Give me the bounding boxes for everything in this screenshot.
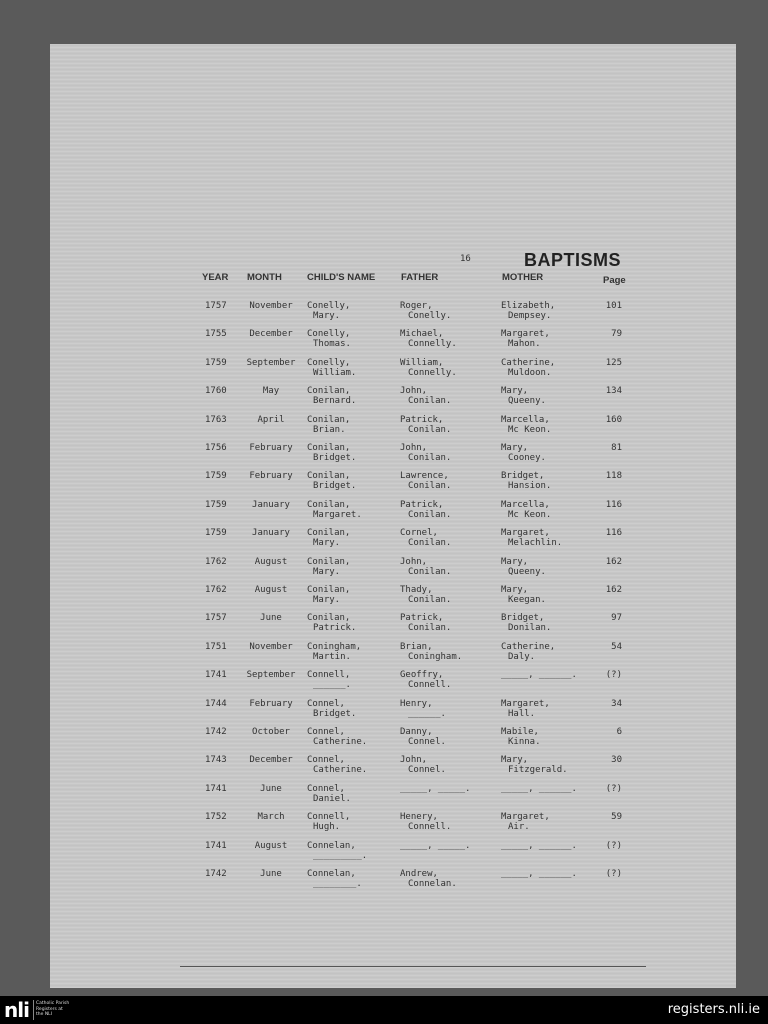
cell-mother: Mary, xyxy=(501,556,529,567)
cell-mother: _____, ______. xyxy=(501,840,577,851)
cell-child: Conilan, xyxy=(307,556,351,567)
cell-page: (?) xyxy=(605,783,622,794)
cell-page: (?) xyxy=(605,840,622,851)
cell-father: Connelly. xyxy=(408,339,457,350)
cell-year: 1757 xyxy=(205,301,227,311)
cell-mother: Melachlin. xyxy=(508,538,563,549)
cell-father: Lawrence, xyxy=(400,471,449,482)
cell-month: August xyxy=(254,556,288,567)
cell-mother: Queeny. xyxy=(508,396,546,407)
cell-year: 1759 xyxy=(205,499,227,510)
cell-father: Henery, xyxy=(400,812,438,823)
cell-child: Connelan, xyxy=(307,840,356,851)
cell-year: 1756 xyxy=(205,443,227,453)
cell-father: Roger, xyxy=(400,301,433,311)
cell-child: Connel, xyxy=(307,698,345,709)
cell-month: February xyxy=(249,471,293,482)
cell-father: Geoffry, xyxy=(400,670,444,681)
cell-year: 1760 xyxy=(205,386,227,397)
cell-child: ________. xyxy=(313,879,362,889)
cell-father: Connelly. xyxy=(408,367,457,378)
cell-child: Conilan, xyxy=(307,443,351,453)
cell-month: February xyxy=(249,698,293,709)
cell-page: 116 xyxy=(605,499,622,510)
cell-page: 134 xyxy=(605,386,622,397)
cell-mother: Mary, xyxy=(501,755,529,766)
cell-page: 162 xyxy=(605,585,622,595)
cell-child: Daniel. xyxy=(313,793,351,804)
cell-father: Conilan. xyxy=(408,595,452,605)
cell-mother: _____, ______. xyxy=(501,869,577,879)
cell-father: Henry, xyxy=(400,698,433,709)
cell-father: Connell. xyxy=(408,822,452,833)
cell-month: December xyxy=(249,329,293,340)
header-year: YEAR xyxy=(202,272,229,283)
cell-page: 162 xyxy=(605,556,622,567)
cell-mother: Mc Keon. xyxy=(508,509,552,520)
logo-line: the NLI xyxy=(36,1012,53,1017)
cell-child: Connell, xyxy=(307,812,351,823)
cell-page: (?) xyxy=(605,670,622,681)
cell-year: 1755 xyxy=(205,329,227,340)
cell-mother: Margaret, xyxy=(501,329,550,340)
cell-mother: Margaret, xyxy=(501,812,550,823)
cell-mother: Queeny. xyxy=(508,566,546,577)
cell-year: 1763 xyxy=(205,414,227,425)
cell-father: Danny, xyxy=(400,727,433,737)
cell-child: Connel, xyxy=(307,727,345,737)
cell-child: Connel, xyxy=(307,755,345,766)
cell-page: 54 xyxy=(611,641,622,652)
cell-father: Connelan. xyxy=(408,879,457,889)
cell-child: Coningham, xyxy=(307,641,362,652)
cell-father: Conilan. xyxy=(408,538,452,549)
register-page xyxy=(50,44,736,988)
logo-divider xyxy=(33,1000,34,1020)
cell-child: Hugh. xyxy=(313,822,341,833)
cell-child: Conilan, xyxy=(307,613,351,624)
cell-child: Connelan, xyxy=(307,869,356,879)
cell-page: 30 xyxy=(611,755,622,766)
cell-child: Conelly, xyxy=(307,357,351,368)
cell-father: Conilan. xyxy=(408,453,452,463)
header-father: FATHER xyxy=(401,272,439,283)
cell-mother: Cooney. xyxy=(508,453,546,463)
cell-mother: Catherine, xyxy=(501,641,556,652)
cell-mother: Muldoon. xyxy=(508,367,552,378)
cell-father: Conilan. xyxy=(408,396,452,407)
cell-month: June xyxy=(260,613,282,624)
cell-father: Coningham. xyxy=(408,651,463,662)
cell-month: November xyxy=(249,641,293,652)
cell-month: January xyxy=(252,499,290,510)
cell-year: 1744 xyxy=(205,698,227,709)
cell-year: 1741 xyxy=(205,670,227,681)
cell-father: John, xyxy=(400,386,428,397)
logo-text xyxy=(36,1001,86,1018)
cell-month: November xyxy=(249,301,293,311)
cell-child: Connell, xyxy=(307,670,351,681)
cell-month: September xyxy=(246,357,296,368)
cell-father: _____, _____. xyxy=(400,840,471,851)
cell-mother: Bridget, xyxy=(501,471,545,482)
cell-child: Catherine. xyxy=(313,737,368,747)
cell-father: Conilan. xyxy=(408,509,452,520)
cell-child: Mary. xyxy=(313,311,341,321)
cell-page: 101 xyxy=(605,301,622,311)
cell-page: 59 xyxy=(611,812,622,823)
cell-page: 118 xyxy=(605,471,622,482)
cell-father: Conilan. xyxy=(408,566,452,577)
cell-child: Conilan, xyxy=(307,528,351,539)
cell-mother: _____, ______. xyxy=(501,670,577,681)
cell-mother: Mahon. xyxy=(508,339,541,350)
cell-child: Bridget. xyxy=(313,708,357,719)
cell-year: 1762 xyxy=(205,585,227,595)
cell-child: Connel, xyxy=(307,783,345,794)
cell-page: 160 xyxy=(605,414,622,425)
cell-father: Patrick, xyxy=(400,613,444,624)
cell-father: John, xyxy=(400,556,428,567)
cell-father: Andrew, xyxy=(400,869,438,879)
cell-mother: Mary, xyxy=(501,443,529,453)
cell-father: Connel. xyxy=(408,765,446,776)
cell-mother: _____, ______. xyxy=(501,783,577,794)
cell-child: Conilan, xyxy=(307,499,351,510)
cell-child: Catherine. xyxy=(313,765,368,776)
cell-mother: Margaret, xyxy=(501,698,550,709)
cell-father: Thady, xyxy=(400,585,433,595)
cell-year: 1762 xyxy=(205,556,227,567)
logo-line: Catholic Parish xyxy=(36,1001,70,1006)
cell-month: August xyxy=(254,840,288,851)
cell-month: August xyxy=(254,585,288,595)
cell-child: Margaret. xyxy=(313,509,362,520)
logo-line: Registers at xyxy=(36,1006,63,1012)
cell-child: Conelly, xyxy=(307,329,351,340)
cell-month: June xyxy=(260,869,282,879)
footer-bar xyxy=(0,996,768,1024)
cell-mother: Hansion. xyxy=(508,481,552,492)
cell-father: Patrick, xyxy=(400,499,444,510)
cell-child: Conilan, xyxy=(307,414,351,425)
cell-mother: Air. xyxy=(508,822,530,833)
cell-child: Mary. xyxy=(313,538,341,549)
cell-mother: Marcella, xyxy=(501,499,550,510)
cell-month: December xyxy=(249,755,293,766)
cell-mother: Elizabeth, xyxy=(501,301,556,311)
cell-mother: Daly. xyxy=(508,651,536,662)
cell-year: 1741 xyxy=(205,840,227,851)
bottom-rule xyxy=(180,966,646,967)
cell-year: 1759 xyxy=(205,357,227,368)
cell-father: William, xyxy=(400,357,444,368)
cell-mother: Fitzgerald. xyxy=(508,765,568,776)
cell-mother: Margaret, xyxy=(501,528,550,539)
header-mother: MOTHER xyxy=(502,272,544,283)
cell-year: 1742 xyxy=(205,727,227,737)
cell-mother: Kinna. xyxy=(508,737,541,747)
cell-year: 1759 xyxy=(205,471,227,482)
cell-year: 1752 xyxy=(205,812,227,823)
cell-month: October xyxy=(252,727,290,737)
header-month: MONTH xyxy=(247,272,282,283)
cell-father: Michael, xyxy=(400,329,444,340)
cell-child: ______. xyxy=(313,680,351,691)
cell-child: Conilan, xyxy=(307,585,351,595)
cell-father: Cornel, xyxy=(400,528,438,539)
cell-month: January xyxy=(252,528,290,539)
cell-page: 34 xyxy=(611,698,622,709)
cell-mother: Donilan. xyxy=(508,623,552,634)
page-number: 16 xyxy=(460,254,471,264)
cell-year: 1759 xyxy=(205,528,227,539)
header-page: Page xyxy=(603,275,626,286)
cell-year: 1741 xyxy=(205,783,227,794)
cell-year: 1751 xyxy=(205,641,227,652)
cell-child: _________. xyxy=(313,850,368,861)
cell-mother: Hall. xyxy=(508,708,536,719)
cell-child: Mary. xyxy=(313,595,341,605)
cell-father: Conilan. xyxy=(408,623,452,634)
cell-child: Conilan, xyxy=(307,471,351,482)
cell-year: 1743 xyxy=(205,755,227,766)
cell-father: Connell. xyxy=(408,680,452,691)
cell-father: Patrick, xyxy=(400,414,444,425)
cell-month: April xyxy=(257,414,285,425)
cell-father: John, xyxy=(400,755,428,766)
site-link[interactable]: registers.nli.ie xyxy=(667,1002,760,1017)
cell-father: Conilan. xyxy=(408,424,452,435)
cell-child: Mary. xyxy=(313,566,341,577)
cell-father: Conilan. xyxy=(408,481,452,492)
cell-mother: Catherine, xyxy=(501,357,556,368)
header-child: CHILD'S NAME xyxy=(307,272,376,283)
cell-mother: Bridget, xyxy=(501,613,545,624)
cell-month: September xyxy=(246,670,296,681)
cell-page: 97 xyxy=(611,613,622,624)
cell-father: Brian, xyxy=(400,641,433,652)
cell-page: 79 xyxy=(611,329,622,340)
cell-year: 1742 xyxy=(205,869,227,879)
cell-child: Bridget. xyxy=(313,453,357,463)
cell-child: Brian. xyxy=(313,424,346,435)
cell-father: John, xyxy=(400,443,428,453)
cell-page: (?) xyxy=(605,869,622,879)
cell-page: 125 xyxy=(605,357,622,368)
cell-child: Martin. xyxy=(313,651,351,662)
cell-child: Bridget. xyxy=(313,481,357,492)
cell-month: June xyxy=(260,783,282,794)
cell-mother: Dempsey. xyxy=(508,311,552,321)
cell-mother: Marcella, xyxy=(501,414,550,425)
cell-mother: Keegan. xyxy=(508,595,546,605)
cell-mother: Mc Keon. xyxy=(508,424,552,435)
cell-child: Bernard. xyxy=(313,396,357,407)
cell-father: Connel. xyxy=(408,737,446,747)
cell-month: May xyxy=(262,386,280,397)
cell-month: February xyxy=(249,443,293,453)
cell-father: ______. xyxy=(408,708,446,719)
cell-father: _____, _____. xyxy=(400,783,471,794)
cell-page: 6 xyxy=(616,727,622,737)
nli-logo[interactable]: nli xyxy=(4,998,29,1022)
cell-child: Conilan, xyxy=(307,386,351,397)
cell-page: 116 xyxy=(605,528,622,539)
cell-child: Patrick. xyxy=(313,623,357,634)
cell-mother: Mabile, xyxy=(501,727,539,737)
cell-page: 81 xyxy=(611,443,622,453)
cell-child: Conelly, xyxy=(307,301,351,311)
cell-mother: Mary, xyxy=(501,386,529,397)
cell-child: Thomas. xyxy=(313,339,351,350)
cell-year: 1757 xyxy=(205,613,227,624)
cell-month: March xyxy=(257,812,285,823)
cell-mother: Mary, xyxy=(501,585,529,595)
page-title: BAPTISMS xyxy=(524,250,622,270)
cell-father: Conelly. xyxy=(408,311,452,321)
cell-child: William. xyxy=(313,367,357,378)
